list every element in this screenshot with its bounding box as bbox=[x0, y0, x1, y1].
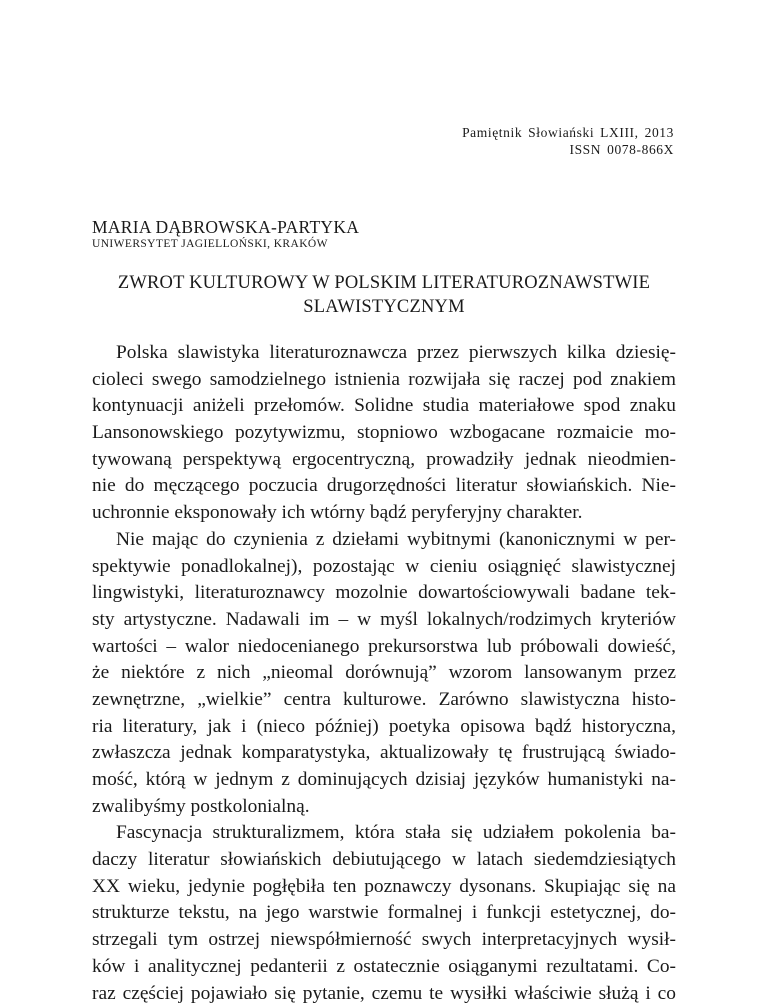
body-line: lingwistyki, literaturoznawcy mozolnie dowartościowywali badane tek- bbox=[92, 580, 676, 607]
author-name: MARIA DĄBROWSKA-PARTYKA bbox=[92, 217, 359, 237]
body-line: Fascynacja strukturalizmem, która stała się udziałem pokolenia ba- bbox=[92, 820, 676, 847]
body-line: Lansonowskiego pozytywizmu, stopniowo wzbogacane rozmaicie mo- bbox=[92, 420, 676, 447]
body-line: strukturze tekstu, na jego warstwie formalnej i funkcji estetycznej, do- bbox=[92, 900, 676, 927]
body-line: Polska slawistyka literaturoznawcza przez pierwszych kilka dziesię- bbox=[92, 340, 676, 367]
author-affiliation: UNIWERSYTET JAGIELLOŃSKI, KRAKÓW bbox=[92, 237, 359, 251]
body-line: tywowaną perspektywą ergocentryczną, prowadziły jednak nieodmien- bbox=[92, 447, 676, 474]
article-title bbox=[92, 271, 676, 319]
author-block bbox=[92, 217, 359, 251]
issn-number: ISSN 0078-866X bbox=[462, 141, 674, 158]
body-line: daczy literatur słowiańskich debiutującego w latach siedemdziesiątych bbox=[92, 847, 676, 874]
body-line: cioleci swego samodzielnego istnienia rozwijała się raczej pod znakiem bbox=[92, 367, 676, 394]
body-line: sty artystyczne. Nadawali im – w myśl lokalnych/rodzimych kryteriów bbox=[92, 607, 676, 634]
article-title-line-1: ZWROT KULTUROWY W POLSKIM LITERATUROZNAWSTWIE bbox=[92, 271, 676, 295]
body-line: uchronnie eksponowały ich wtórny bądź peryferyjny charakter. bbox=[92, 500, 676, 527]
body-line: XX wieku, jedynie pogłębiła ten poznawczy dysonans. Skupiając się na bbox=[92, 874, 676, 901]
body-line: raz częściej pojawiało się pytanie, czemu te wysiłki właściwie służą i co bbox=[92, 981, 676, 1007]
body-line: ków i analitycznej pedanterii z ostatecznie osiąganymi rezultatami. Co- bbox=[92, 954, 676, 981]
body-line: zwalibyśmy postkolonialną. bbox=[92, 794, 676, 821]
body-line: że niektóre z nich „nieomal dorównują” wzorom lansowanym przez bbox=[92, 660, 676, 687]
body-line: ria literatury, jak i (nieco później) poetyka opisowa bądź historyczna, bbox=[92, 714, 676, 741]
body-line: nie do męczącego poczucia drugorzędności literatur słowiańskich. Nie- bbox=[92, 473, 676, 500]
article-title-line-2: SLAWISTYCZNYM bbox=[92, 295, 676, 319]
body-line: strzegali tym ostrzej niewspółmierność swych interpretacyjnych wysił- bbox=[92, 927, 676, 954]
body-line: Nie mając do czynienia z dziełami wybitnymi (kanonicznymi w per- bbox=[92, 527, 676, 554]
body-line: kontynuacji aniżeli przełomów. Solidne studia materiałowe spod znaku bbox=[92, 393, 676, 420]
journal-citation: Pamiętnik Słowiański LXIII, 2013 bbox=[462, 124, 674, 141]
body-line: wartości – walor niedocenianego prekursorstwa lub próbowali dowieść, bbox=[92, 634, 676, 661]
journal-header bbox=[462, 124, 674, 158]
body-line: mość, którą w jednym z dominujących dzisiaj języków humanistyki na- bbox=[92, 767, 676, 794]
body-line: zewnętrzne, „wielkie” centra kulturowe. Zarówno slawistyczna histo- bbox=[92, 687, 676, 714]
body-line: spektywie ponadlokalnej), pozostając w cieniu osiągnięć slawistycznej bbox=[92, 554, 676, 581]
body-line: zwłaszcza jednak komparatystyka, aktualizowały tę frustrującą świado- bbox=[92, 740, 676, 767]
body-text bbox=[92, 340, 676, 1007]
